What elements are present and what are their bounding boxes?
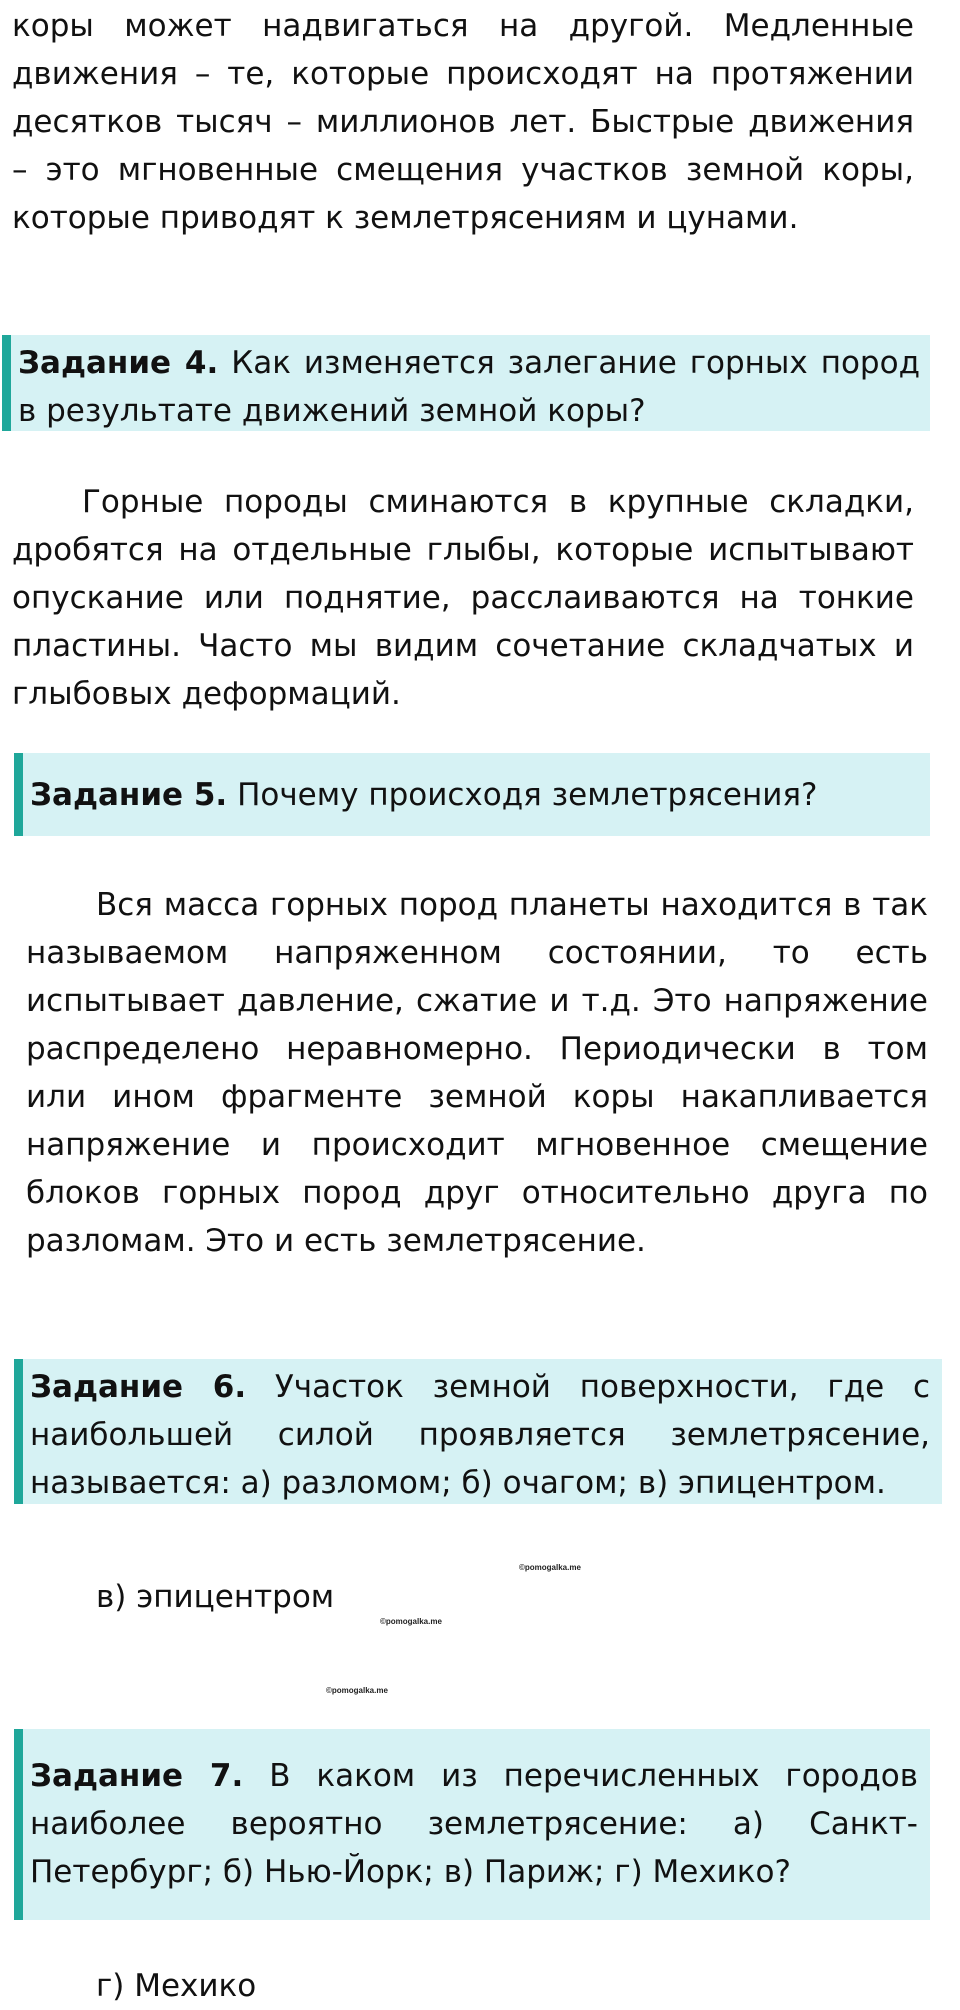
task-4-question: Как изменяется залегание горных пород в результате движений земной коры? — [18, 345, 921, 429]
task-6-accent-bar — [14, 1359, 23, 1504]
answer-5-paragraph — [26, 881, 928, 1265]
watermark-3: ©pomogalka.me — [326, 1686, 388, 1695]
task-7-accent-bar — [14, 1729, 23, 1920]
intro-paragraph — [12, 2, 914, 242]
watermark-1: ©pomogalka.me — [519, 1563, 581, 1572]
answer-7 — [96, 1962, 256, 2010]
task-7-box — [14, 1729, 930, 1920]
intro-text: коры может надвигаться на другой. Медленные движения – те, которые происходят на протяжении десятков тысяч – миллионов лет. Быстрые движения – это мгновенные смещения участков земной коры, которые приводят к землетрясениям и цунами. — [12, 8, 914, 236]
answer-5-text: Вся масса горных пород планеты находится в так называемом напряженном состоянии, то есть испытывает давление, сжатие и т.д. Это напряжение распределено неравномерно. Периодически в том или ином фрагменте земной коры накапливается напряжение и происходит мгновенное смещение блоков горных пород друг относительно друга по разломам. Это и есть землетрясение. — [26, 887, 928, 1259]
answer-6 — [96, 1573, 334, 1621]
task-5-accent-bar — [14, 753, 23, 836]
task-5-label: Задание 5. — [30, 777, 228, 813]
answer-6-text: в) эпицентром — [96, 1579, 335, 1615]
task-4-label: Задание 4. — [18, 345, 219, 381]
task-7-question: В каком из перечисленных городов наиболее вероятно землетрясение: а) Санкт-Петербург; б) Нью-Йорк; в) Париж; г) Мехико? — [30, 1758, 918, 1890]
task-6-label: Задание 6. — [30, 1369, 247, 1405]
answer-4-paragraph — [12, 478, 914, 718]
task-7-label: Задание 7. — [30, 1758, 244, 1794]
answer-4-text: Горные породы сминаются в крупные складки, дробятся на отдельные глыбы, которые испытывают опускание или поднятие, расслаиваются на тонкие пластины. Часто мы видим сочетание складчатых и глыбовых деформаций. — [12, 484, 914, 712]
task-5-question: Почему происходя землетрясения? — [237, 777, 818, 813]
answer-7-text: г) Мехико — [96, 1968, 257, 2004]
task-4-box — [2, 335, 930, 431]
task-4-accent-bar — [2, 335, 11, 431]
task-6-question: Участок земной поверхности, где с наибольшей силой проявляется землетрясение, называется: а) разломом; б) очагом; в) эпицентром. — [30, 1369, 930, 1501]
task-6-box — [14, 1359, 942, 1504]
watermark-2: ©pomogalka.me — [380, 1617, 442, 1626]
task-5-box — [14, 753, 930, 836]
